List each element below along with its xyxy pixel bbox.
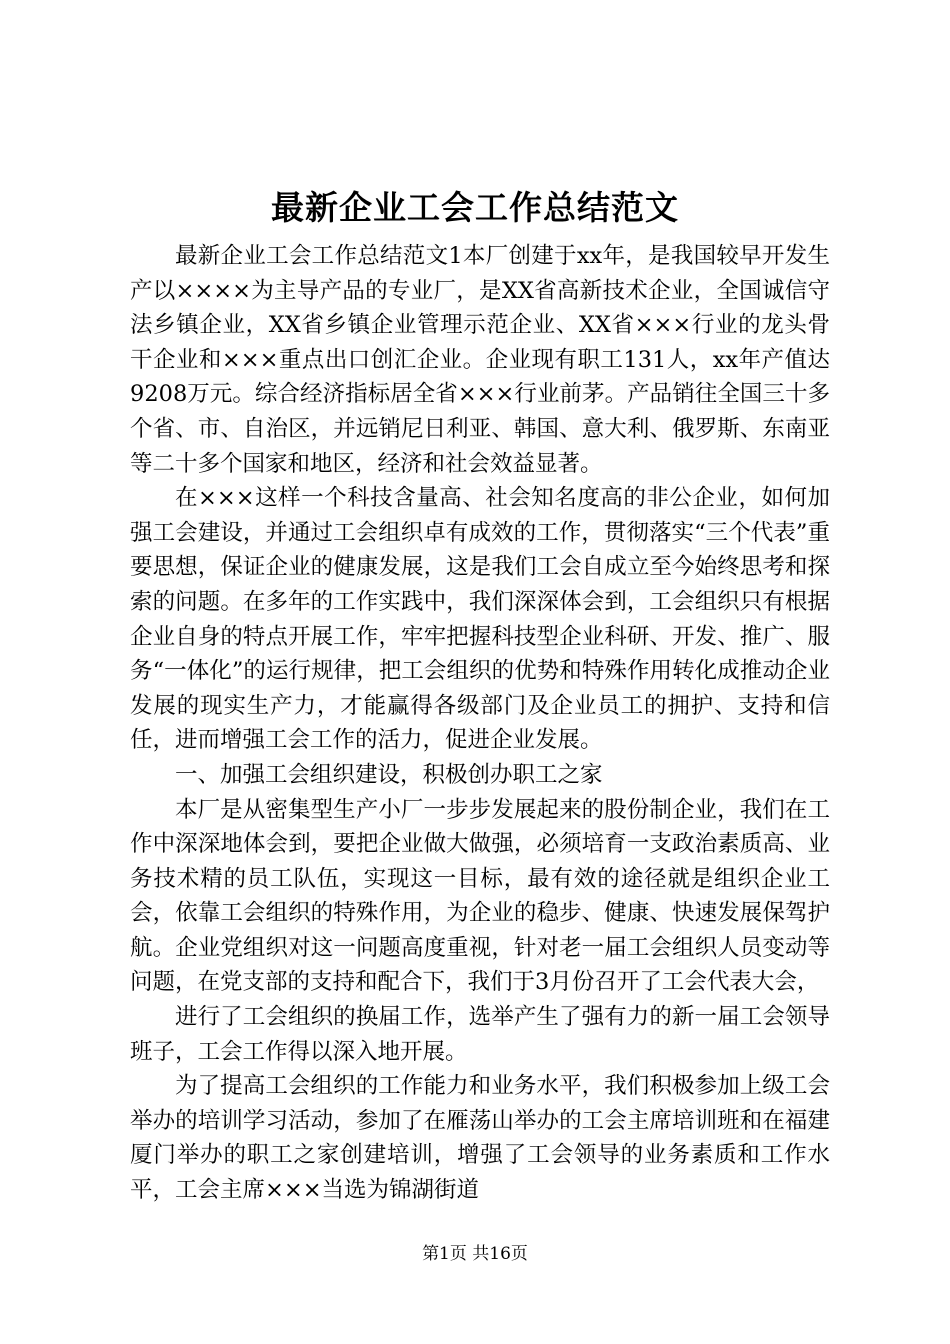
paragraph: 最新企业工会工作总结范文1本厂创建于xx年，是我国较早开发生产以××××为主导产品的专业厂，是XX省高新技术企业，全国诚信守法乡镇企业，XX省乡镇企业管理示范企业、XX省×××行业的龙头骨干企业和×××重点出口创汇企业。企业现有职工131人，xx年产值达9208万元。综合经济指标居全省×××行业前茅。产品销往全国三十多个省、市、自治区，并远销尼日利亚、韩国、意大利、俄罗斯、东南亚等二十多个国家和地区，经济和社会效益显著。 bbox=[130, 243, 830, 477]
page-number-footer: 第1页 共16页 bbox=[422, 1244, 528, 1264]
document-title: 最新企业工会工作总结范文 bbox=[271, 188, 679, 227]
paragraph: 在×××这样一个科技含量高、社会知名度高的非公企业，如何加强工会建设，并通过工会组织卓有成效的工作，贯彻落实“三个代表”重要思想，保证企业的健康发展，这是我们工会自成立至今始终思考和探索的问题。在多年的工作实践中，我们深深体会到，工会组织只有根据企业自身的特点开展工作，牢牢把握科技型企业科研、开发、推广、服务“一体化”的运行规律，把工会组织的优势和特殊作用转化成推动企业发展的现实生产力，才能赢得各级部门及企业员工的拥护、支持和信任，进而增强工会工作的活力，促进企业发展。 bbox=[130, 485, 830, 754]
paragraph: 本厂是从密集型生产小厂一步步发展起来的股份制企业，我们在工作中深深地体会到，要把企业做大做强，必须培育一支政治素质高、业务技术精的员工队伍，实现这一目标，最有效的途径就是组织企业工会，依靠工会组织的特殊作用，为企业的稳步、健康、快速发展保驾护航。企业党组织对这一问题高度重视，针对老一届工会组织人员变动等问题，在党支部的支持和配合下，我们于3月份召开了工会代表大会， bbox=[130, 796, 830, 996]
section-heading: 一、加强工会组织建设，积极创办职工之家 bbox=[175, 761, 603, 788]
paragraph: 进行了工会组织的换届工作，选举产生了强有力的新一届工会领导班子，工会工作得以深入地开展。 bbox=[130, 1004, 830, 1065]
document-body bbox=[130, 239, 830, 1208]
paragraph: 为了提高工会组织的工作能力和业务水平，我们积极参加上级工会举办的培训学习活动，参加了在雁荡山举办的工会主席培训班和在福建厦门举办的职工之家创建培训，增强了工会领导的业务素质和工作水平，工会主席×××当选为锦湖街道 bbox=[130, 1073, 830, 1204]
